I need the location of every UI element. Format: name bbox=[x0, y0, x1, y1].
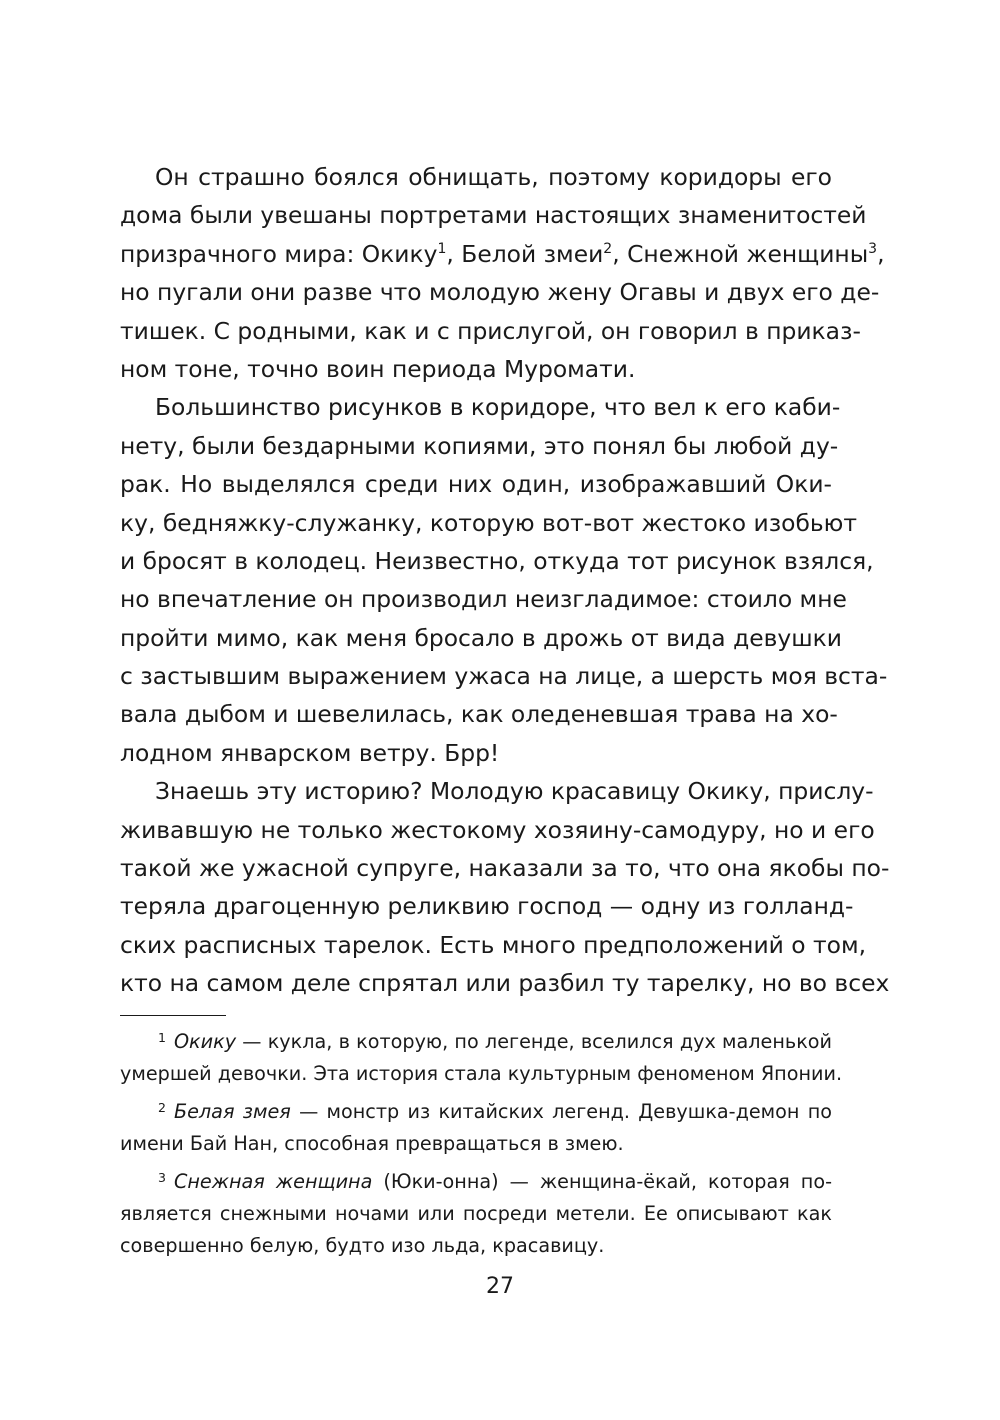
text-line: но пугали они разве что молодую жену Огавы и двух его де- bbox=[120, 278, 880, 307]
paragraph bbox=[120, 158, 885, 388]
text-line: ном тоне, точно воин периода Муромати. bbox=[120, 354, 636, 383]
text-line: нету, были бездарными копиями, это понял бы любой ду- bbox=[120, 431, 839, 460]
text-line: Большинство рисунков в коридоре, что вел к его каби- bbox=[155, 393, 841, 422]
footnote-line bbox=[120, 1166, 832, 1198]
text-line: рак. Но выделялся среди них один, изображавший Оки- bbox=[120, 470, 832, 499]
text-line: кто на самом деле спрятал или разбил ту тарелку, но во всех bbox=[120, 969, 890, 998]
footnote bbox=[120, 1096, 832, 1160]
paragraph bbox=[120, 388, 888, 772]
text-line: теряла драгоценную реликвию господ — одну из голланд- bbox=[120, 892, 854, 921]
footnote-text: (Юки-онна) — женщина-ёкай, которая по- bbox=[372, 1170, 832, 1193]
footnote-ref[interactable]: 3 bbox=[868, 240, 878, 257]
main-text bbox=[120, 158, 890, 1003]
footnote-line: является снежными ночами или посреди метели. Ее описывают как bbox=[120, 1202, 832, 1225]
text-line: дома были увешаны портретами настоящих знаменитостей bbox=[120, 201, 867, 230]
text-line: но впечатление он производил неизгладимое: стоило мне bbox=[120, 585, 847, 614]
text-line bbox=[120, 235, 885, 273]
footnote-term: Окику bbox=[173, 1030, 237, 1053]
footnote bbox=[120, 1026, 843, 1090]
footnote-text: — кукла, в которую, по легенде, вселился дух маленькой bbox=[236, 1030, 832, 1053]
footnote-line bbox=[120, 1096, 832, 1128]
paragraph bbox=[120, 772, 890, 1002]
text-line: такой же ужасной супруге, наказали за то, что она якобы по- bbox=[120, 854, 890, 883]
text-line: ку, бедняжку-служанку, которую вот-вот жестоко изобьют bbox=[120, 508, 857, 537]
footnote-number: 3 bbox=[158, 1170, 166, 1185]
footnote-ref[interactable]: 2 bbox=[603, 240, 613, 257]
text-line: и бросят в колодец. Неизвестно, откуда тот рисунок взялся, bbox=[120, 546, 874, 575]
footnote bbox=[120, 1166, 832, 1262]
text-line: Он страшно боялся обнищать, поэтому коридоры его bbox=[155, 163, 832, 191]
page-number: 27 bbox=[486, 1274, 514, 1299]
text-fragment: , Белой змеи bbox=[446, 239, 604, 268]
footnote-line: умершей девочки. Эта история стала культурным феноменом Японии. bbox=[120, 1062, 843, 1085]
text-line: вала дыбом и шевелилась, как оледеневшая трава на хо- bbox=[120, 700, 838, 729]
footnote-term: Снежная женщина bbox=[173, 1170, 373, 1193]
text-fragment: призрачного мира: Окику bbox=[120, 239, 438, 268]
text-line: Знаешь эту историю? Молодую красавицу Окику, прислу- bbox=[155, 777, 874, 806]
footnote-term: Белая змея bbox=[173, 1100, 291, 1123]
text-line: живавшую не только жестокому хозяину-самодуру, но и его bbox=[120, 815, 875, 844]
footnote-line: имени Бай Нан, способная превращаться в змею. bbox=[120, 1132, 624, 1155]
text-line: с застывшим выражением ужаса на лице, а шерсть моя вста- bbox=[120, 662, 888, 691]
footnote-ref[interactable]: 1 bbox=[437, 240, 447, 257]
footnote-divider bbox=[120, 1015, 226, 1016]
footnote-line bbox=[120, 1026, 832, 1058]
footnotes bbox=[120, 1026, 843, 1262]
text-fragment: , bbox=[877, 239, 885, 268]
text-fragment: , Снежной женщины bbox=[612, 239, 869, 268]
footnote-number: 1 bbox=[158, 1030, 166, 1045]
text-line: лодном январском ветру. Брр! bbox=[120, 738, 500, 767]
text-line: ских расписных тарелок. Есть много предположений о том, bbox=[120, 930, 867, 959]
footnote-line: совершенно белую, будто изо льда, красавицу. bbox=[120, 1234, 605, 1257]
footnote-number: 2 bbox=[158, 1100, 166, 1115]
text-line: тишек. С родными, как и с прислугой, он говорил в приказ- bbox=[120, 316, 861, 345]
text-line: пройти мимо, как меня бросало в дрожь от вида девушки bbox=[120, 623, 842, 652]
footnote-text: — монстр из китайских легенд. Девушка-демон по bbox=[290, 1100, 832, 1123]
